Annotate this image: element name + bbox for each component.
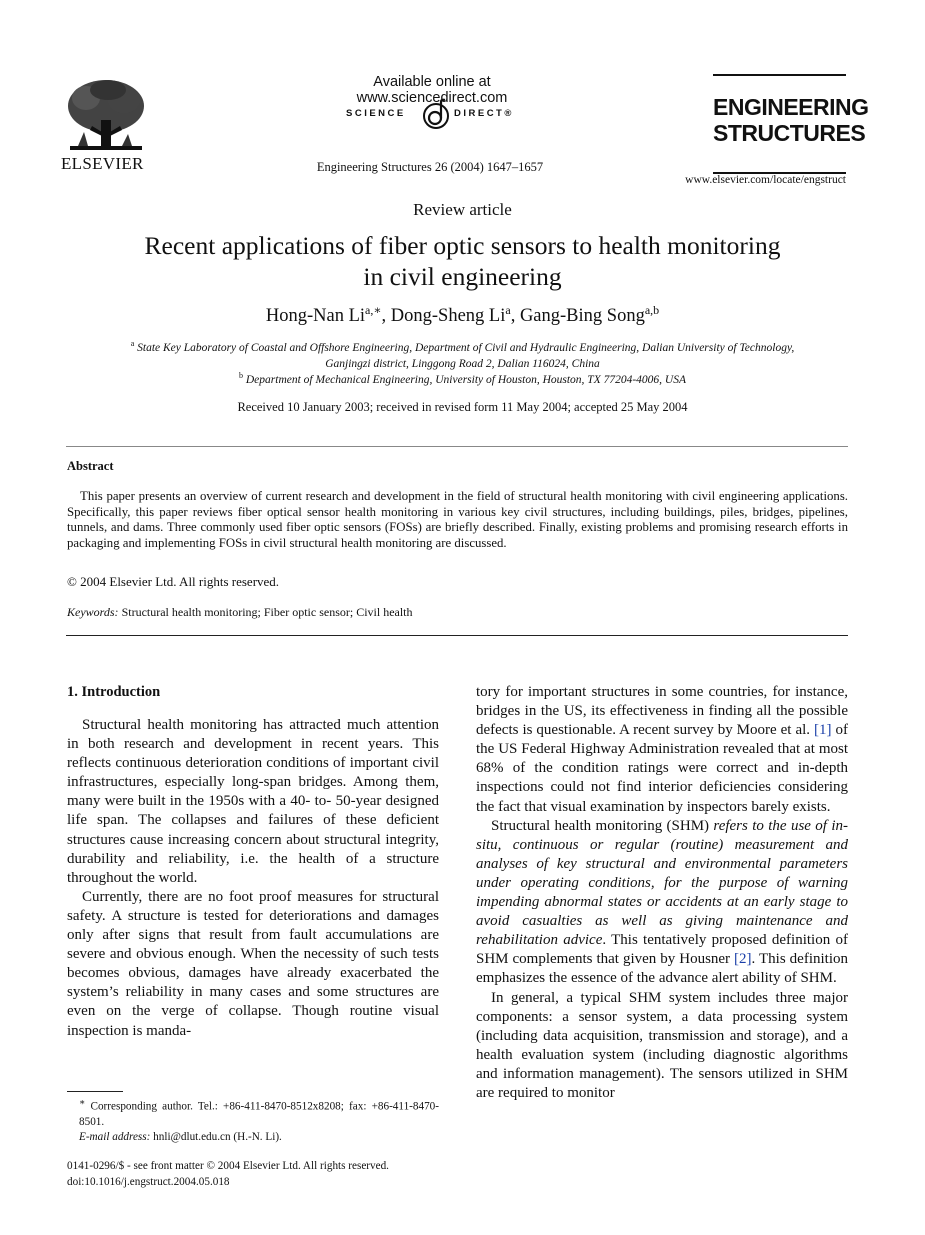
author-affiliation-mark[interactable]: a,b [644, 303, 660, 317]
sciencedirect-logo[interactable] [340, 98, 522, 132]
affiliation-a-mark: a [130, 339, 135, 348]
keywords-text: Structural health monitoring; Fiber optic sensor; Civil health [121, 605, 413, 619]
article-title-line2: in civil engineering [363, 262, 562, 291]
journal-url-link[interactable]: www.elsevier.com/locate/engstruct [685, 174, 846, 186]
keywords-label: Keywords: [67, 605, 119, 619]
footnote-mark: ∗ [79, 1098, 86, 1108]
article-type: Review article [413, 200, 512, 219]
footnote-corresponding: Corresponding author. Tel.: +86-411-8470-8512x8208; fax: +86-411-8470-8501. [79, 1100, 439, 1128]
author-name[interactable]: Hong-Nan Li [265, 306, 366, 327]
footnote-divider [67, 1091, 123, 1092]
divider [66, 635, 848, 636]
author-name[interactable]: Gang-Bing Song [519, 306, 645, 327]
sciencedirect-right-text: DIRECT® [454, 108, 514, 119]
doi-link[interactable]: doi:10.1016/j.engstruct.2004.05.018 [67, 1176, 230, 1188]
author-affiliation-mark[interactable]: a,∗ [365, 303, 382, 317]
citation-link[interactable]: [1] [814, 722, 832, 739]
paragraph [476, 817, 848, 989]
paragraph-text: tory for important structures in some countries, for instance, bridges in the US, its effectiveness in finding all the possible defects is questionable. A recent survey by Moore et al. [476, 684, 848, 739]
body-column-left [67, 716, 439, 1041]
footnote [67, 1096, 439, 1145]
abstract-copyright: © 2004 Elsevier Ltd. All rights reserved. [67, 574, 280, 589]
citation-link[interactable]: [2] [734, 951, 752, 968]
abstract-text: This paper presents an overview of current research and development in the field of structural health monitoring with civil engineering applications. Specifically, this paper reviews fiber optical sensor health monitoring in various key civil structures, including buildings, piles, bridges, pipelines, tunnels, and dams. Three commonly used fiber optic sensors (FOSs) are briefly described. Finally, existing problems and promising research efforts in packaging and implementing FOSs in civil structural health monitoring are discussed. [67, 489, 848, 550]
sciencedirect-left-text: SCIENCE [346, 108, 406, 119]
paragraph-text: . This tentatively proposed definition of SHM complements that given by Housner [476, 932, 848, 968]
journal-logo [713, 74, 869, 174]
paragraph-text: Structural health monitoring (SHM) [491, 817, 714, 834]
available-online-link[interactable]: Available online at www.sciencedirect.com [356, 74, 508, 106]
section-heading: 1. Introduction [67, 684, 161, 700]
sciencedirect-d-icon [420, 98, 454, 132]
publisher-name: ELSEVIER [61, 154, 144, 173]
affiliation-a [70, 336, 855, 372]
affiliation-a-line1: State Key Laboratory of Coastal and Offshore Engineering, Department of Civil and Hydraulic Engineering, Dalian University of Technology, [137, 341, 795, 354]
article-title-line1: Recent applications of fiber optic sensors to health monitoring [144, 231, 781, 260]
paragraph-text: of the US Federal Highway Administration revealed that at most 68% of the condition ratings were correct and in-depth inspections could not find interior deficiencies considering the fact that visual examination by inspectors barely exists. [476, 722, 848, 815]
issn-line: 0141-0296/$ - see front matter © 2004 Elsevier Ltd. All rights reserved. [67, 1160, 389, 1172]
paragraph: In general, a typical SHM system includes three major components: a sensor system, a data processing system (including data acquisition, transmission and storage), and a health evaluation system (including diagnostic algorithms and information management). The sensors utilized in SHM are required to monitor [476, 989, 848, 1101]
affiliation-a-line2: Ganjingzi district, Linggong Road 2, Dalian 116024, China [325, 357, 600, 370]
journal-logo-line1: ENGINEERING [713, 94, 869, 120]
author-list [0, 303, 925, 327]
article-title [80, 230, 845, 292]
paragraph: Structural health monitoring has attracted much attention in both research and development in recent years. This reflects continuous deterioration conditions of important civil infrastructures, especially long-span bridges. Among them, many were built in the 1950s with a 40- to- 50-year designed life span. The collapses and failures of these deficient structures cause increasing concern about structural integrity, durability and reliability, i.e. the health of a structure throughout the world. [67, 717, 439, 886]
publication-info [67, 1158, 389, 1190]
author-separator: , [381, 306, 391, 327]
journal-logo-line2: STRUCTURES [713, 120, 866, 146]
affiliation-b-line: Department of Mechanical Engineering, University of Houston, Houston, TX 77204-4006, USA [245, 373, 686, 386]
paragraph-text: . This definition emphasizes the essence of the advance alert ability of SHM. [476, 951, 848, 987]
author-affiliation-mark[interactable]: a [505, 303, 511, 317]
body-column-right [476, 683, 848, 1103]
received-dates: Received 10 January 2003; received in revised form 11 May 2004; accepted 25 May 2004 [237, 400, 688, 414]
email-address-link[interactable]: hnli@dlut.edu.cn (H.-N. Li). [150, 1130, 282, 1143]
journal-citation: Engineering Structures 26 (2004) 1647–1657 [316, 160, 544, 174]
paragraph [476, 683, 848, 817]
divider [66, 446, 848, 447]
keywords [67, 605, 413, 620]
email-label: E-mail address: [79, 1130, 151, 1143]
affiliation-b [70, 368, 855, 388]
affiliation-b-mark: b [238, 371, 243, 380]
definition-text: refers to the use of in-situ, continuous or regular (routine) measurement and analyses of key structural and environmental parameters under operating conditions, for the purpose of warning impending abnormal states or accidents at an early stage to avoid casualties as well as giving maintenance and rehabilitation advice [476, 817, 848, 949]
author-name[interactable]: Dong-Sheng Li [390, 306, 506, 327]
author-separator: , [510, 306, 520, 327]
abstract-heading: Abstract [67, 459, 114, 473]
paragraph: Currently, there are no foot proof measures for structural safety. A structure is tested for deteriorations and damages only after signs that result from fault accumulations are severe and obvious enough. When the necessity of such tests becomes obvious, damages have already exacerbated the system’s reliability in many cases and some structures are even on the verge of collapse. Though routine visual inspection is manda- [67, 888, 439, 1039]
